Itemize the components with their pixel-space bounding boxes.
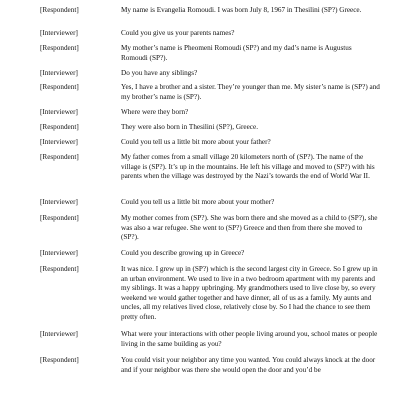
- speech-text: My father comes from a small village 20 kilometers north of (SP?). The name of the village is (SP?). It’s up in the mountains. He left his village and moved to (SP?) with his parents when the village was destroyed by the Nazi’s towards the end of World War II.: [121, 153, 375, 181]
- speaker-label: [Respondent]: [40, 44, 79, 52]
- speaker-label: [Respondent]: [40, 83, 79, 91]
- speech-text: Could you tell us a little bit more about your father?: [121, 138, 271, 146]
- speech-text: You could visit your neighbor any time you wanted. You could always knock at the door and if your neighbor was there she would open the door and you’d be: [121, 356, 376, 374]
- speaker-label: [Interviewer]: [40, 29, 78, 37]
- speech-text: What were your interactions with other people living around you, school mates or people living in the same building as you?: [121, 330, 378, 348]
- speaker-label: [Interviewer]: [40, 198, 78, 206]
- speaker-label: [Interviewer]: [40, 249, 78, 257]
- speech-text: It was nice. I grew up in (SP?) which is the second largest city in Greece. So I grew up in an urban environment. We used to live in a two bedroom apartment with my parents and my siblings. It was a happy upbringing. My grandmothers used to live close by, so every weekend we would gather together and have dinner, all of us as a family. My aunts and uncles, all my relatives lived close, relatively close by. So I had the chance to see them pretty often.: [121, 265, 378, 321]
- speech-text: Could you give us your parents names?: [121, 29, 235, 37]
- speaker-label: [Respondent]: [40, 153, 79, 161]
- speaker-label: [Interviewer]: [40, 330, 78, 338]
- speech-text: My mother’s name is Pheomeni Romoudi (SP?) and my dad’s name is Augustus Romoudi (SP?).: [121, 44, 352, 62]
- speech-text: My mother comes from (SP?). She was born there and she moved as a child to (SP?), she was also a war refugee. She went to (SP?) Greece and then from there she moved to (SP?).: [121, 214, 378, 242]
- speaker-label: [Interviewer]: [40, 108, 78, 116]
- speech-text: My name is Evangelia Romoudi. I was born July 8, 1967 in Thesilini (SP?) Greece.: [121, 6, 362, 14]
- speech-text: They were also born in Thesilini (SP?), Greece.: [121, 123, 258, 131]
- speaker-label: [Respondent]: [40, 214, 79, 222]
- speaker-label: [Interviewer]: [40, 138, 78, 146]
- speech-text: Do you have any siblings?: [121, 69, 198, 77]
- speaker-label: [Respondent]: [40, 356, 79, 364]
- speaker-label: [Respondent]: [40, 6, 79, 14]
- speaker-label: [Interviewer]: [40, 69, 78, 77]
- speech-text: Where were they born?: [121, 108, 189, 116]
- speaker-label: [Respondent]: [40, 123, 79, 131]
- speech-text: Could you describe growing up in Greece?: [121, 249, 245, 257]
- speech-text: Yes, I have a brother and a sister. They’re younger than me. My sister’s name is (SP?) and my brother’s name is (SP?).: [121, 83, 380, 101]
- speech-text: Could you tell us a little bit more about your mother?: [121, 198, 275, 206]
- speaker-label: [Respondent]: [40, 265, 79, 273]
